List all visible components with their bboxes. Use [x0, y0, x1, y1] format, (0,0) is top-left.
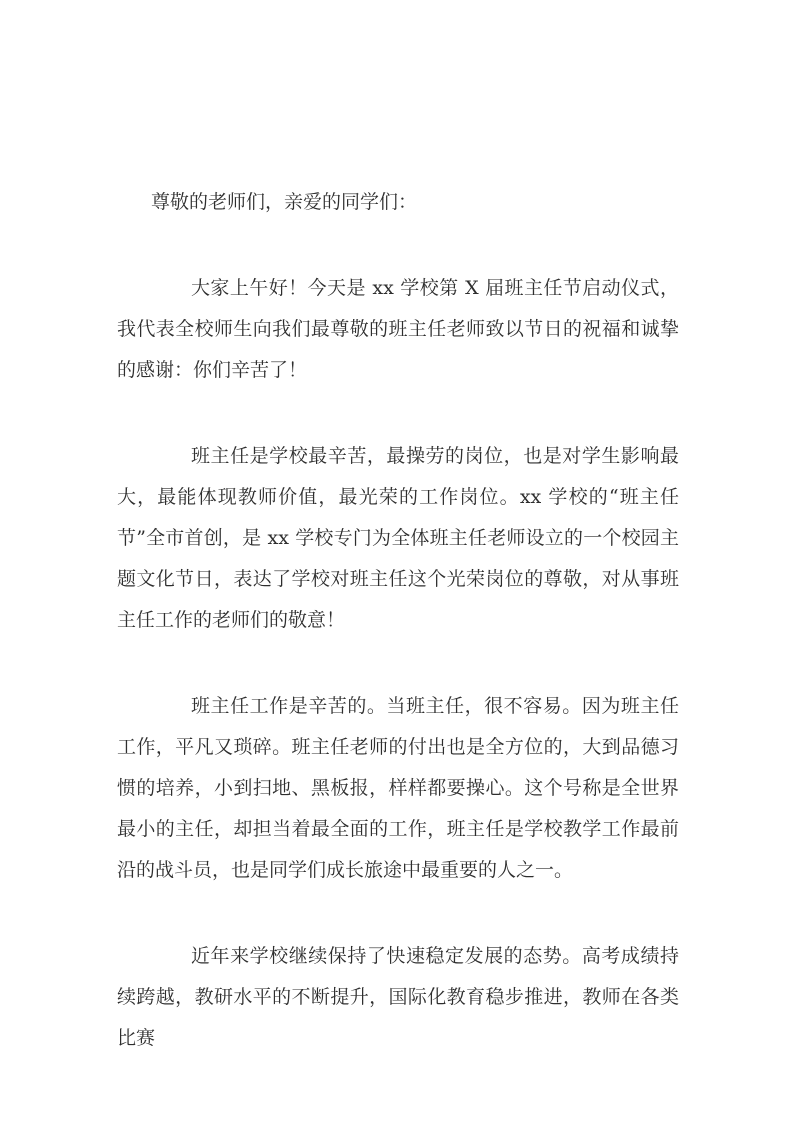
paragraph-headteacher-work: 班主任工作是辛苦的。当班主任，很不容易。因为班主任工作，平凡又琐碎。班主任老师的付出也是全方位的，大到品德习惯的培养，小到扫地、黑板报，样样都要操心。这个号称是全世界最小的主任，却担当着最全面的工作，班主任是学校教学工作最前沿的战斗员，也是同学们成长旅途中最重要的人之一。	[117, 695, 679, 881]
paragraph-greeting: 大家上午好！今天是 xx 学校第 X 届班主任节启动仪式，我代表全校师生向我们最尊敬的班主任老师致以节日的祝福和诚挚的感谢：你们辛苦了！	[117, 277, 679, 381]
paragraph-salutation: 尊敬的老师们，亲爱的同学们：	[151, 191, 418, 213]
paragraph-festival-intro: 班主任是学校最辛苦，最操劳的岗位，也是对学生影响最大，最能体现教师价值，最光荣的工作岗位。xx 学校的“班主任节”全市首创，是 xx 学校专门为全体班主任老师设立的一个校园主题文化节日，表达了学校对班主任这个光荣岗位的尊敬，对从事班主任工作的老师们的敬意！	[117, 445, 679, 631]
paragraph-school-development: 近年来学校继续保持了快速稳定发展的态势。高考成绩持续跨越，教研水平的不断提升，国际化教育稳步推进，教师在各类比赛	[117, 945, 679, 1049]
